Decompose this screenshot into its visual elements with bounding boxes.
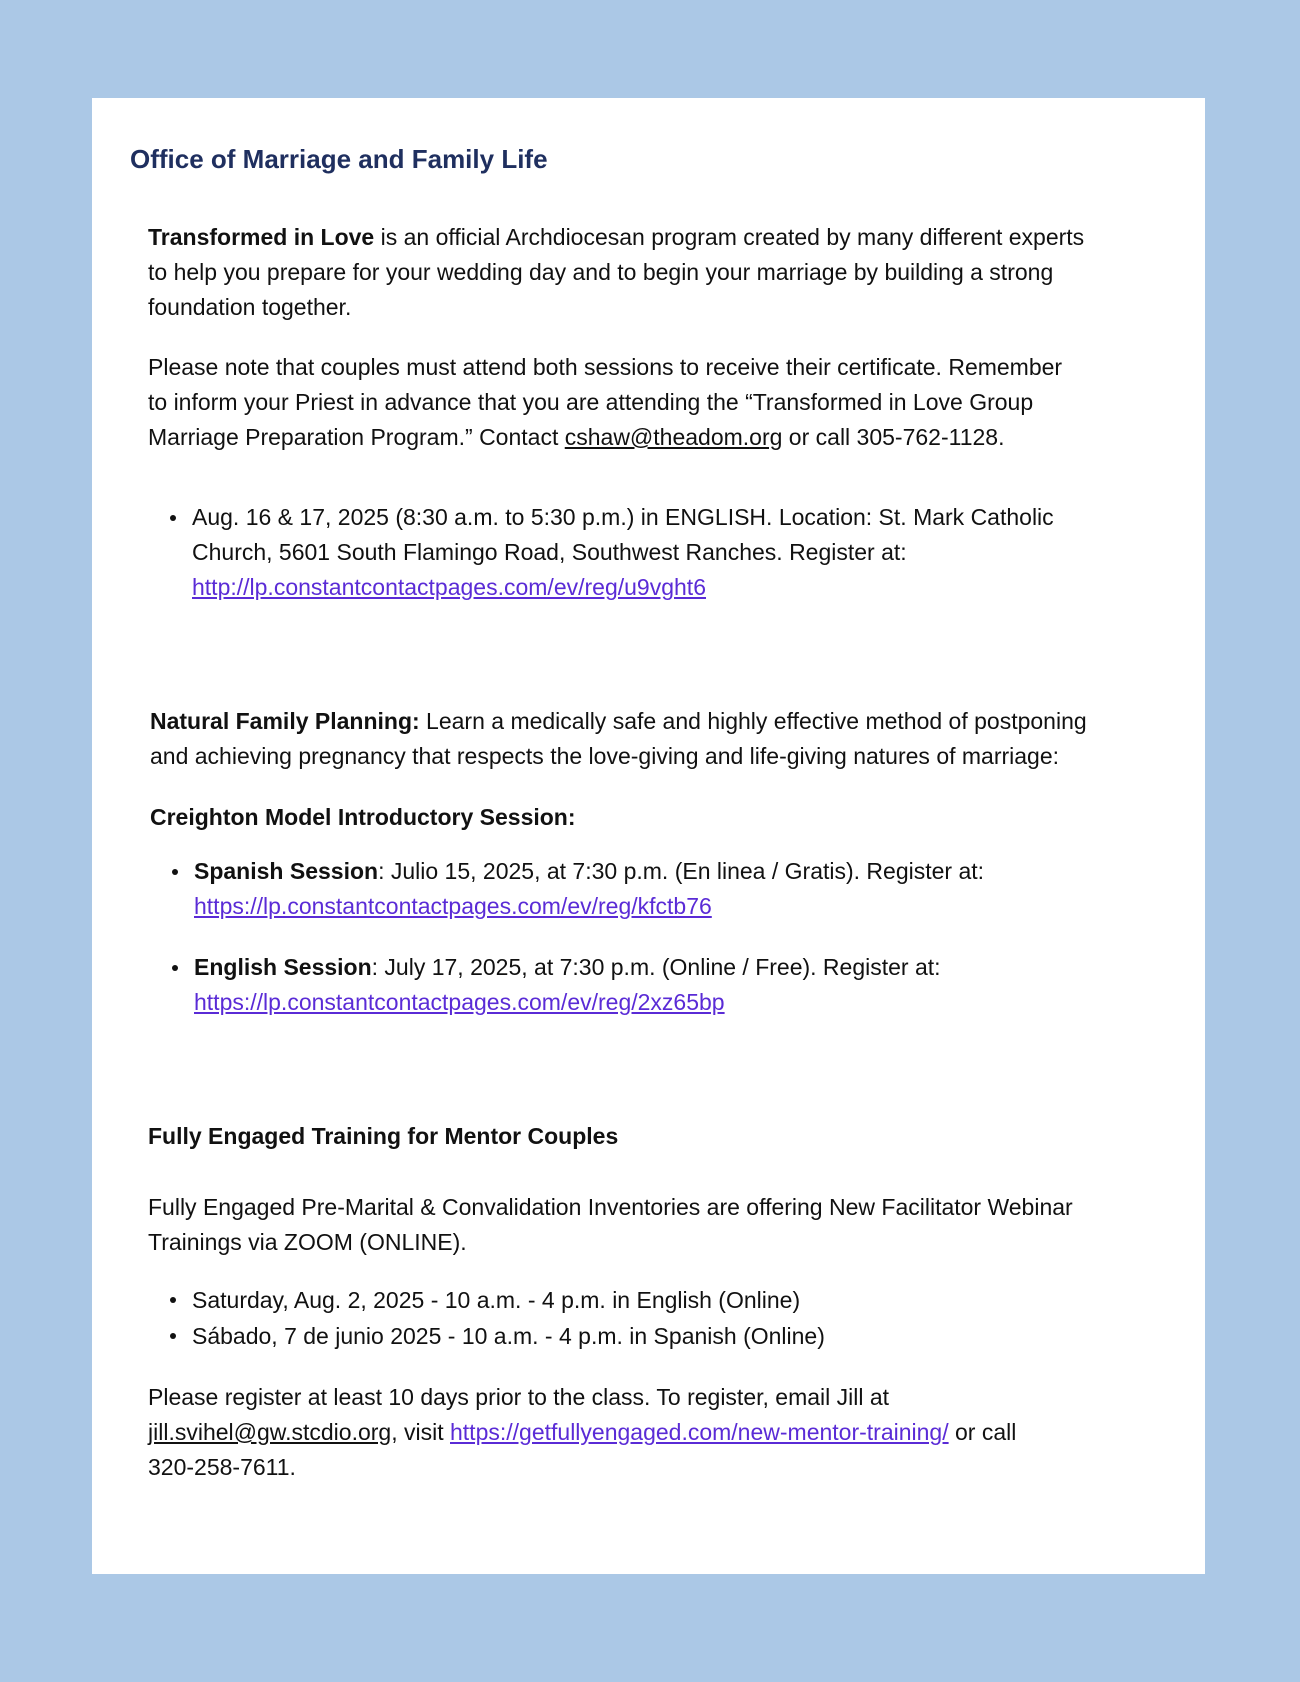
english-creighton-text: : July 17, 2025, at 7:30 p.m. (Online / Free). Register at: <box>371 954 941 980</box>
mentor-reg-mid: , visit <box>391 1419 450 1445</box>
tl-line-1-text: is an official Archdiocesan program created by many different experts <box>374 224 1085 250</box>
mentor-title-text: Fully Engaged Training for Mentor Couples <box>148 1123 619 1149</box>
note-line-1: Please note that couples must attend both sessions to receive their certificate. Remember <box>148 354 1063 380</box>
nfp-intro <box>150 704 1087 774</box>
mentor-reg-line-1: Please register at least 10 days prior to the class. To register, email Jill at <box>148 1384 890 1410</box>
mentor-dates-list <box>192 1282 825 1354</box>
nfp-line-1-text: Learn a medically safe and highly effective method of postponing <box>419 708 1087 734</box>
mentor-training-link[interactable]: https://getfullyengaged.com/new-mentor-training/ <box>450 1419 949 1445</box>
content-page <box>92 98 1205 1574</box>
english-creighton-line-1 <box>194 950 941 985</box>
list-item: Sábado, 7 de junio 2025 - 10 a.m. - 4 p.m. in Spanish (Online) <box>192 1318 825 1354</box>
list-item <box>194 950 941 1020</box>
nfp-line-2: and achieving pregnancy that respects the love-giving and life-giving natures of marriage: <box>150 743 1060 769</box>
note-line-3-pre: Marriage Preparation Program.” Contact <box>148 424 565 450</box>
mentor-intro <box>148 1190 1073 1260</box>
mentor-reg-post: or call <box>948 1419 1017 1445</box>
page-title: Office of Marriage and Family Life <box>130 144 548 174</box>
spanish-session-text: : Julio 15, 2025, at 7:30 p.m. (En linea / Gratis). Register at: <box>378 858 985 884</box>
tl-program-name: Transformed in Love <box>148 224 375 250</box>
english-session-line-2: Church, 5601 South Flamingo Road, Southwest Ranches. Register at: <box>192 539 907 565</box>
tl-line-3: foundation together. <box>148 294 352 320</box>
creighton-title <box>150 800 576 835</box>
mentor-registration <box>148 1380 1016 1485</box>
tl-line-2: to help you prepare for your wedding day and to begin your marriage by building a strong <box>148 259 1054 285</box>
mentor-reg-line-3: 320-258-7611. <box>148 1454 296 1480</box>
note-line-3 <box>148 420 1062 455</box>
english-creighton-register-link[interactable]: https://lp.constantcontactpages.com/ev/reg/2xz65bp <box>194 989 725 1015</box>
spanish-session-label: Spanish Session <box>194 858 379 884</box>
nfp-line-1 <box>150 704 1087 739</box>
transformed-in-love-intro <box>148 220 1084 325</box>
tl-line-1 <box>148 220 1084 255</box>
list-item: Saturday, Aug. 2, 2025 - 10 a.m. - 4 p.m. in English (Online) <box>192 1282 825 1318</box>
spanish-session-register-link[interactable]: https://lp.constantcontactpages.com/ev/reg/kfctb76 <box>194 893 712 919</box>
mentor-reg-line-2 <box>148 1415 1016 1450</box>
mentor-intro-line-1: Fully Engaged Pre-Marital & Convalidation Inventories are offering New Facilitator Webinar <box>148 1194 1073 1220</box>
creighton-title-text: Creighton Model Introductory Session: <box>150 804 576 830</box>
mentor-intro-line-2: Trainings via ZOOM (ONLINE). <box>148 1229 467 1255</box>
nfp-title: Natural Family Planning: <box>150 708 420 734</box>
english-session-register-link[interactable]: http://lp.constantcontactpages.com/ev/reg/u9vght6 <box>192 574 706 600</box>
spanish-session-list <box>194 854 984 924</box>
english-creighton-label: English Session <box>194 954 372 980</box>
note-line-3-post: or call 305-762-1128. <box>782 424 1005 450</box>
spanish-session-line-1 <box>194 854 984 889</box>
english-session-list <box>192 500 1054 605</box>
english-creighton-list <box>194 950 941 1020</box>
jill-email-link[interactable]: jill.svihel@gw.stcdio.org <box>148 1419 392 1445</box>
contact-email-link[interactable]: cshaw@theadom.org <box>564 424 783 450</box>
attendance-note <box>148 350 1062 455</box>
english-session-line-1: Aug. 16 & 17, 2025 (8:30 a.m. to 5:30 p.m.) in ENGLISH. Location: St. Mark Catholic <box>192 504 1054 530</box>
note-line-2: to inform your Priest in advance that you are attending the “Transformed in Love Group <box>148 389 1034 415</box>
list-item <box>194 854 984 924</box>
mentor-title <box>148 1119 618 1154</box>
list-item <box>192 500 1054 605</box>
